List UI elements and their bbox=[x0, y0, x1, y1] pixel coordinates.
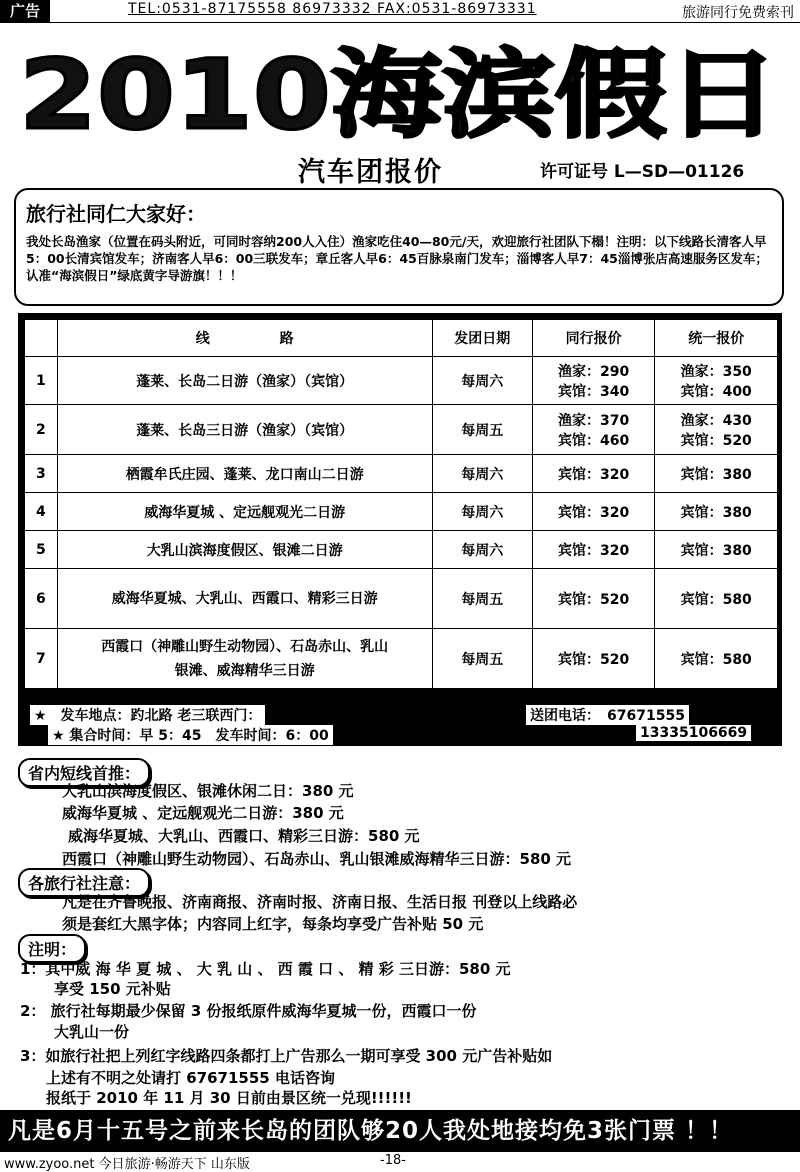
short-lines-badge: 省内短线首推： bbox=[18, 758, 150, 787]
table-row: 7 西霞口（神雕山野生动物园）、石岛赤山、乳山银滩、威海精华三日游 每周五 宾馆：520 宾馆：580 bbox=[25, 629, 778, 689]
list-item: 大乳山滨海度假区、银滩休闲二日：380 元 bbox=[62, 782, 354, 800]
greeting: 旅行社同仁大家好： bbox=[26, 202, 206, 226]
note-line: 3：如旅行社把上列红字线路四条都打上广告那么一期可享受 300 元广告补贴如 bbox=[20, 1047, 553, 1065]
header-route: 线 路 bbox=[57, 320, 432, 357]
list-item: 西霞口（神雕山野生动物园）、石岛赤山、乳山银滩威海精华三日游：580 元 bbox=[62, 850, 572, 868]
agency-note-badge: 各旅行社注意： bbox=[18, 868, 150, 897]
promo-banner: 凡是6月十五号之前来长岛的团队够20人我处地接均免3张门票 ！！ bbox=[0, 1110, 800, 1152]
gather-time: ★ 集合时间：早 5：45 发车时间：6：00 bbox=[48, 725, 333, 745]
note-line: 上述有不明之处请打 67671555 电话咨询 bbox=[46, 1069, 335, 1087]
table-row: 6 威海华夏城、大乳山、西霞口、精彩三日游 每周五 宾馆：520 宾馆：580 bbox=[25, 569, 778, 629]
notes-badge: 注明： bbox=[18, 934, 86, 963]
ad-tag: 广告 bbox=[0, 0, 50, 22]
license-number: 许可证号 L—SD—01126 bbox=[540, 162, 745, 182]
table-row: 5 大乳山滨海度假区、银滩二日游 每周六 宾馆：320 宾馆：380 bbox=[25, 531, 778, 569]
agency-note-line: 须是套红大黑字体；内容同上红字，每条均享受广告补贴 50 元 bbox=[62, 915, 484, 933]
table-row: 1 蓬莱、长岛二日游（渔家）（宾馆） 每周六 渔家：290 宾馆：340 渔家：350 宾馆：400 bbox=[25, 357, 778, 405]
list-item: 威海华夏城、大乳山、西霞口、精彩三日游：580 元 bbox=[68, 827, 420, 845]
note-line: 报纸于 2010 年 11 月 30 日前由景区统一兑现!!!!!! bbox=[46, 1089, 412, 1107]
route-table bbox=[24, 319, 778, 689]
contact-info: TEL:0531-87175558 86973332 FAX:0531-86973331 bbox=[128, 1, 537, 17]
main-title-text: 2010海滨假日 bbox=[19, 39, 779, 150]
table-header-row bbox=[25, 320, 778, 357]
departure-location: ★ 发车地点：趵北路 老三联西门： bbox=[30, 705, 265, 725]
note-line: 1：其中威 海 华 夏 城 、 大 乳 山 、 西 霞 口 、 精 彩 三日游：580 元 bbox=[20, 960, 511, 978]
note-line: 享受 150 元补贴 bbox=[54, 980, 171, 998]
route-table-frame bbox=[18, 313, 782, 746]
page-number: -18- bbox=[380, 1153, 406, 1168]
subtitle: 汽车团报价 bbox=[298, 157, 443, 188]
header-peer: 同行报价 bbox=[532, 320, 655, 357]
main-title bbox=[14, 32, 784, 150]
phone-number-2: 13335106669 bbox=[636, 725, 751, 741]
intro-text: 我处长岛渔家（位置在码头附近，可同时容纳200人入住）渔家吃住40—80元/天，欢迎旅行社团队下榻！注明：以下线路长清客人早5：00长清宾馆发车；济南客人早6：00三联发车；章丘客人早6：45百脉泉南门发车；淄博客人早7：45淄博张店高速服务区发车；认准“海滨假日”绿底黄字导游旗！！！ bbox=[26, 234, 768, 283]
table-row: 2 蓬莱、长岛三日游（渔家）（宾馆） 每周五 渔家：370 宾馆：460 渔家：430 宾馆：520 bbox=[25, 405, 778, 455]
list-item: 威海华夏城 、定远舰观光二日游：380 元 bbox=[62, 804, 344, 822]
header-unified: 统一报价 bbox=[655, 320, 778, 357]
phone-label: 送团电话： 67671555 bbox=[526, 705, 689, 725]
free-index-label: 旅游同行免费索刊 bbox=[682, 5, 794, 21]
note-line: 大乳山一份 bbox=[54, 1023, 130, 1041]
header-date: 发团日期 bbox=[432, 320, 532, 357]
intro-box bbox=[14, 188, 784, 306]
agency-note-line: 凡是在齐鲁晚报、济南商报、济南时报、济南日报、生活日报 刊登以上线路必 bbox=[62, 893, 578, 911]
table-row: 3 栖霞牟氏庄园、蓬莱、龙口南山二日游 每周六 宾馆：320 宾馆：380 bbox=[25, 455, 778, 493]
note-line: 2： 旅行社每期最少保留 3 份报纸原件威海华夏城一份，西霞口一份 bbox=[20, 1002, 477, 1020]
table-row: 4 威海华夏城 、定远舰观光二日游 每周六 宾馆：320 宾馆：380 bbox=[25, 493, 778, 531]
footer-site: www.zyoo.net 今日旅游·畅游天下 山东版 bbox=[4, 1157, 250, 1172]
